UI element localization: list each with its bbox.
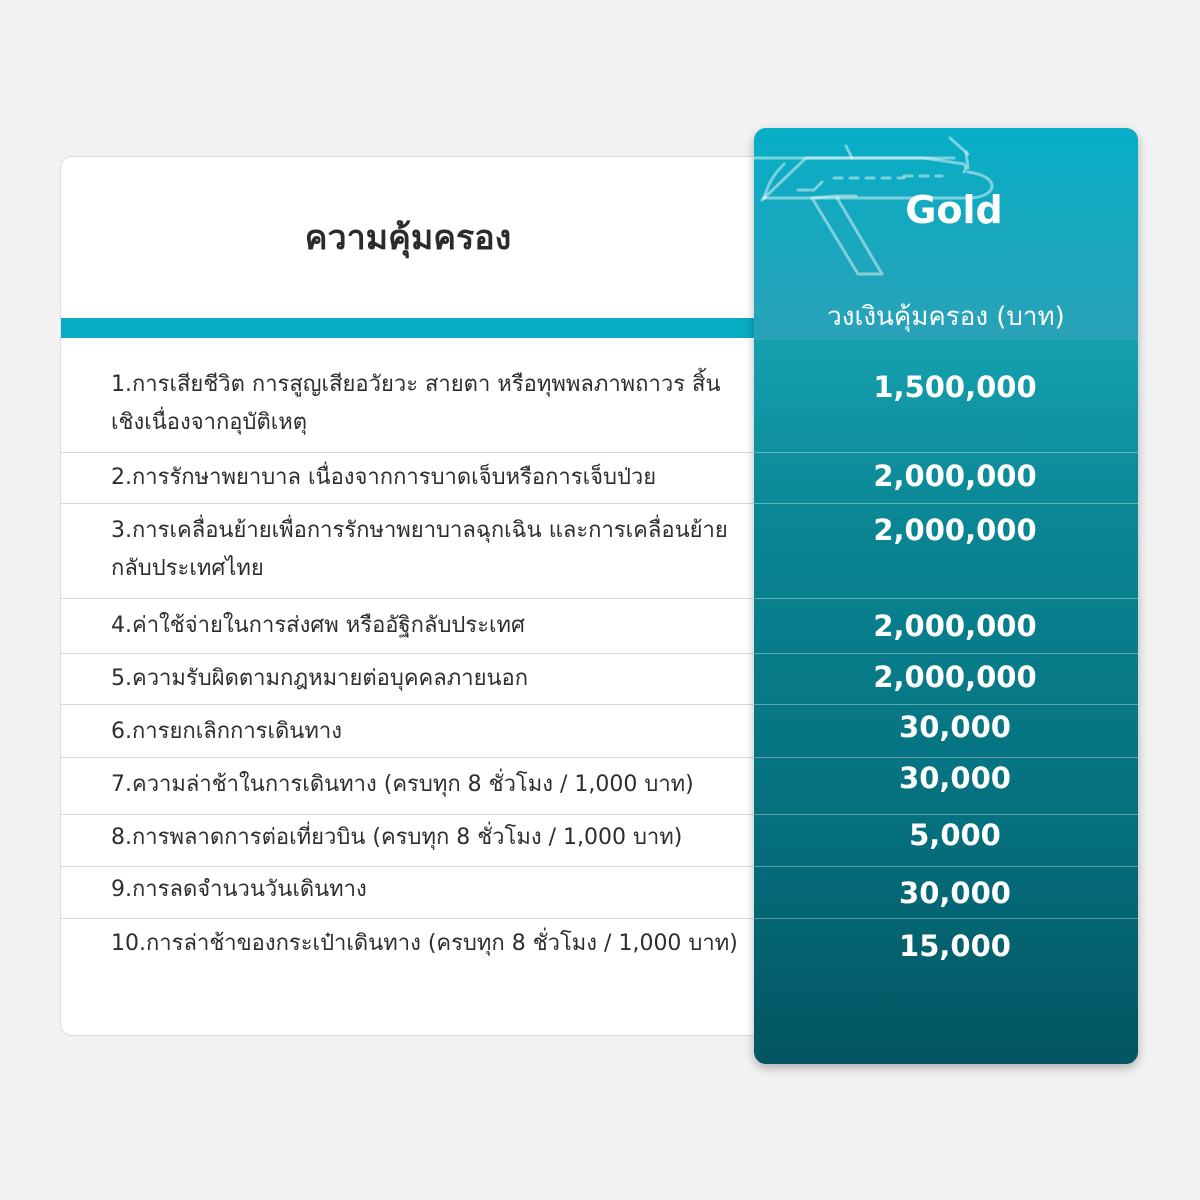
coverage-amount: 30,000	[899, 710, 1011, 744]
table-row	[61, 867, 754, 919]
table-row	[61, 340, 754, 453]
coverage-label: 9.การลดจำนวนวันเดินทาง	[111, 877, 367, 902]
coverage-amount: 1,500,000	[873, 370, 1037, 404]
coverage-label: 8.การพลาดการต่อเที่ยวบิน (ครบทุก 8 ชั่วโมง / 1,000 บาท)	[111, 825, 683, 850]
coverage-label: 5.ความรับผิดตามกฎหมายต่อบุคคลภายนอก	[111, 666, 529, 691]
header-divider-bar	[61, 318, 761, 338]
row-divider	[754, 918, 1138, 919]
table-row	[61, 758, 754, 815]
plan-name: Gold	[905, 188, 1003, 232]
row-divider	[754, 704, 1138, 705]
row-divider	[754, 503, 1138, 504]
coverage-label: 2.การรักษาพยาบาล เนื่องจากการบาดเจ็บหรือการเจ็บป่วย	[111, 465, 657, 490]
coverage-amount: 2,000,000	[873, 660, 1037, 694]
coverage-label: 1.การเสียชีวิต การสูญเสียอวัยวะ สายตา หรือทุพพลภาพถาวร สิ้นเชิงเนื่องจากอุบัติเหตุ	[111, 372, 721, 435]
row-divider	[754, 653, 1138, 654]
coverage-label: 6.การยกเลิกการเดินทาง	[111, 719, 342, 744]
coverage-amount: 30,000	[899, 761, 1011, 795]
row-divider	[754, 814, 1138, 815]
row-divider	[754, 866, 1138, 867]
coverage-label: 7.ความล่าช้าในการเดินทาง (ครบทุก 8 ชั่วโมง / 1,000 บาท)	[111, 772, 694, 797]
coverage-amount: 5,000	[909, 818, 1001, 852]
coverage-amount: 2,000,000	[873, 459, 1037, 493]
table-row	[61, 654, 754, 705]
table-row	[61, 453, 754, 504]
table-row	[61, 705, 754, 758]
table-row	[61, 919, 754, 979]
row-divider	[754, 452, 1138, 453]
amount-caption: วงเงินคุ้มครอง (บาท)	[827, 302, 1065, 332]
coverage-amount: 2,000,000	[873, 609, 1037, 643]
coverage-title: ความคุ้มครอง	[304, 218, 512, 258]
row-divider	[754, 598, 1138, 599]
coverage-amount: 15,000	[899, 929, 1011, 963]
coverage-label: 3.การเคลื่อนย้ายเพื่อการรักษาพยาบาลฉุกเฉิน และการเคลื่อนย้ายกลับประเทศไทย	[111, 518, 728, 581]
coverage-amount: 2,000,000	[873, 513, 1037, 547]
coverage-label: 10.การล่าช้าของกระเป๋าเดินทาง (ครบทุก 8 ชั่วโมง / 1,000 บาท)	[111, 931, 738, 956]
row-divider	[754, 757, 1138, 758]
coverage-amount: 30,000	[899, 876, 1011, 910]
coverage-label: 4.ค่าใช้จ่ายในการส่งศพ หรืออัฐิกลับประเทศ	[111, 613, 526, 638]
table-row	[61, 815, 754, 867]
table-row	[61, 599, 754, 654]
gold-plan-column	[754, 128, 1138, 1064]
table-row	[61, 504, 754, 599]
